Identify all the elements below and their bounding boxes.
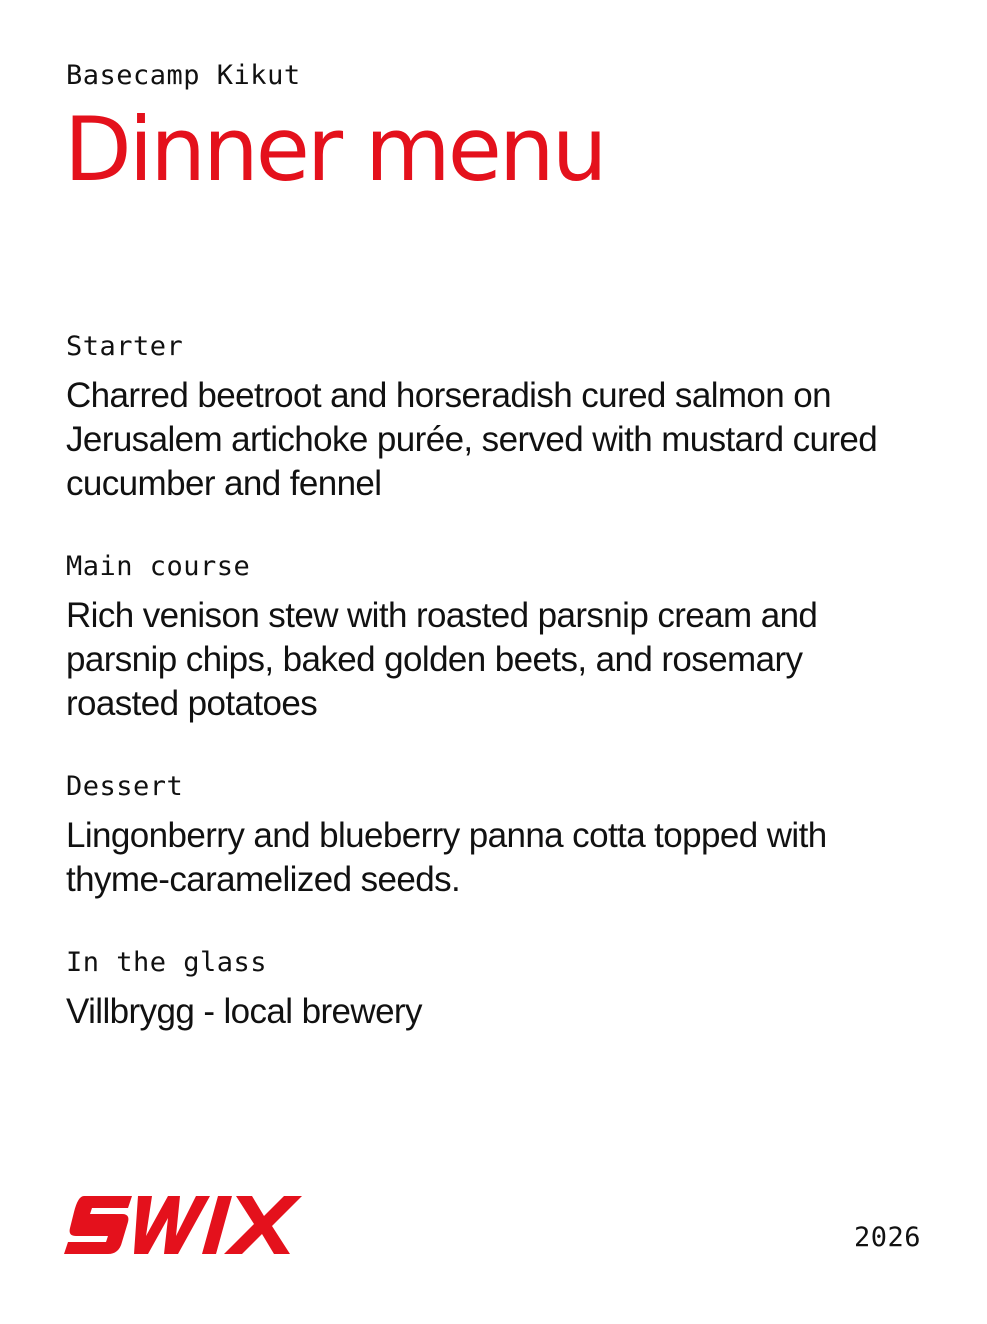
page-title: Dinner menu (64, 98, 605, 201)
course-main (66, 553, 886, 726)
course-label: In the glass (66, 947, 268, 978)
course-description: Villbrygg - local brewery (66, 992, 422, 1031)
course-description: Lingonberry and blueberry panna cotta topped with thyme-caramelized seeds. (66, 816, 827, 899)
course-drink (66, 949, 886, 1034)
swix-logo (64, 1196, 318, 1254)
course-description: Rich venison stew with roasted parsnip cream and parsnip chips, baked golden beets, and rosemary roasted potatoes (66, 596, 818, 723)
course-description: Charred beetroot and horseradish cured salmon on Jerusalem artichoke purée, served with mustard cured cucumber and fennel (66, 376, 878, 503)
course-starter (66, 333, 886, 506)
venue-name: Basecamp Kikut (66, 60, 301, 91)
course-dessert (66, 773, 886, 902)
course-label: Dessert (66, 771, 184, 802)
year: 2026 (854, 1222, 922, 1253)
course-label: Starter (66, 331, 184, 362)
course-label: Main course (66, 551, 251, 582)
